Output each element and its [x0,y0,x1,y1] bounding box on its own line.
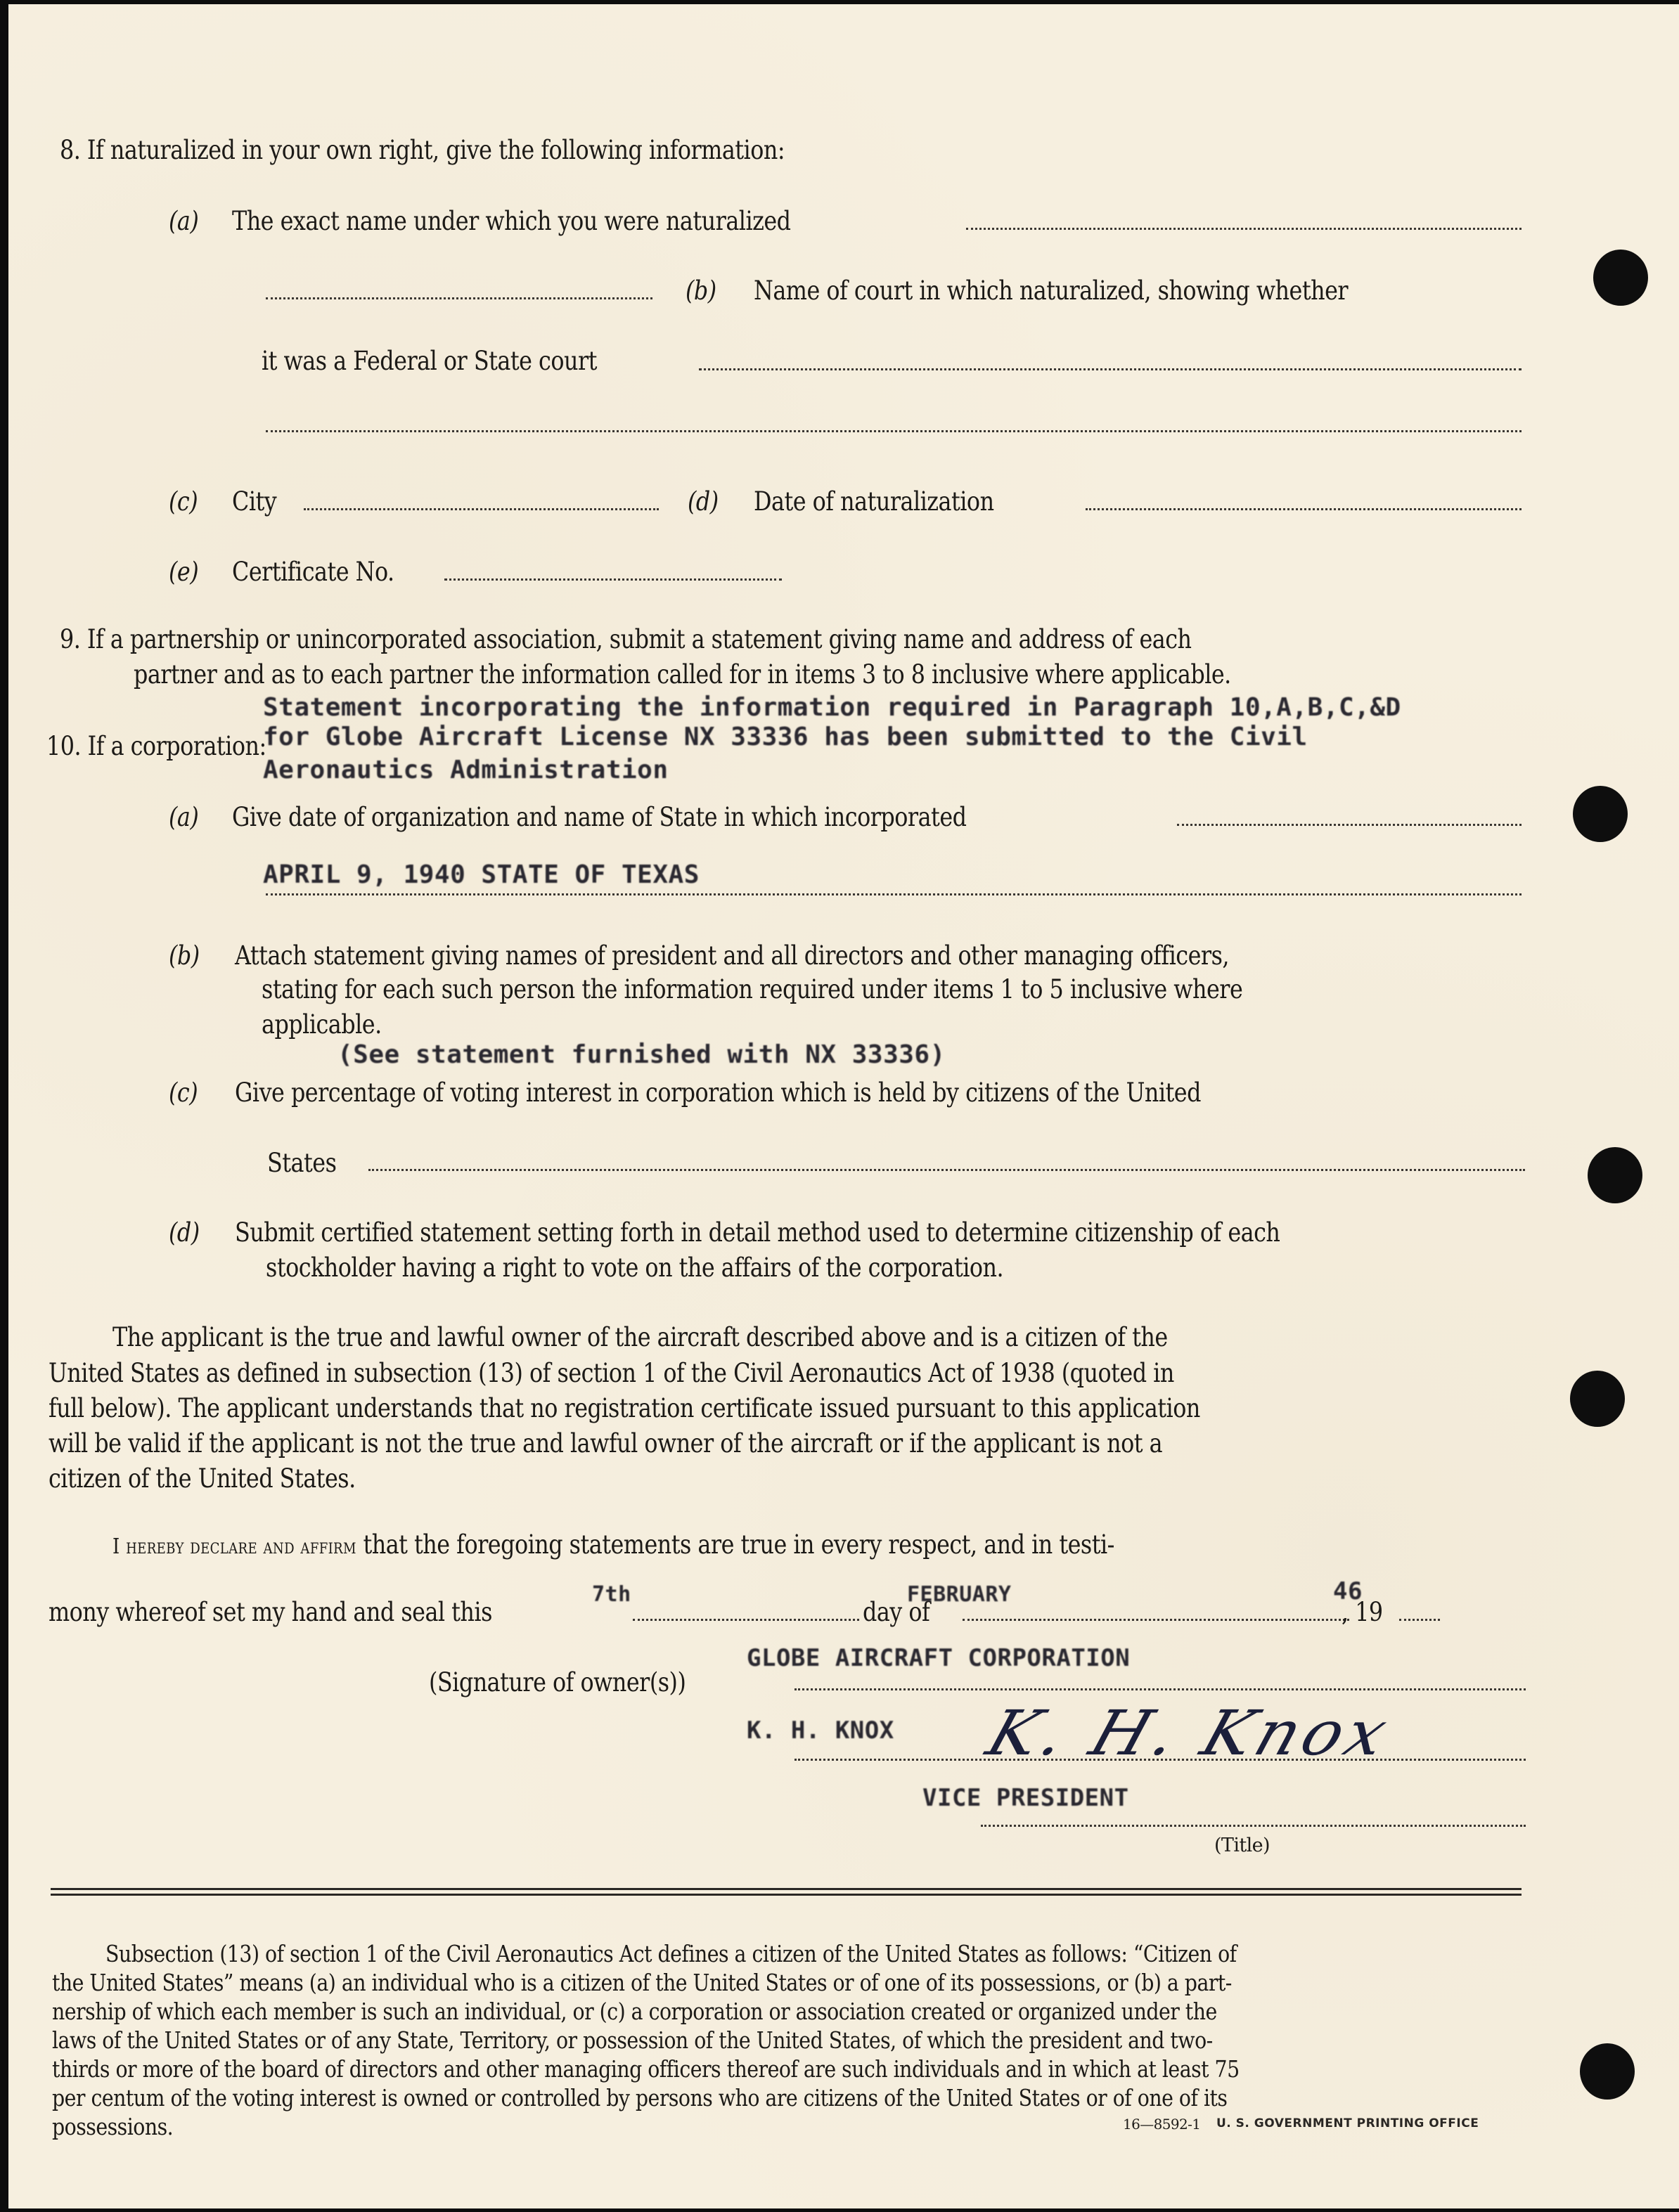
item10-b-line2: stating for each such person the information required under items 1 to 5 inclusive where [262,974,1243,1004]
item10-d-line1: Submit certified statement setting forth in detail method used to determine citizenship of each [235,1217,1280,1248]
item8-d-marker: (d) [688,486,719,517]
signature-owner-label: (Signature of owner(s)) [429,1667,686,1697]
item10-heading: 10. If a corporation: [46,731,266,761]
declaration-line4: will be valid if the applicant is not the true and lawful owner of the aircraft or if the applicant is not a [49,1428,1163,1459]
handwritten-signature: K. H. Knox [978,1697,1401,1769]
item8-certificate-field[interactable] [444,578,782,581]
affirmation-day-field[interactable] [633,1619,859,1621]
item10-b-marker: (b) [169,940,200,971]
declaration-line5: citizen of the United States. [49,1463,356,1494]
affirmation-line2-b: day of [863,1597,930,1627]
punch-hole-5 [1580,2043,1635,2100]
affirmation-year-value: 46 [1333,1577,1363,1605]
item10-a-field[interactable] [1177,824,1522,826]
signature-title-label: (Title) [1214,1835,1270,1856]
item10-typed-statement-line2: for Globe Aircraft License NX 33336 has been submitted to the Civil [263,723,1308,751]
printer-imprint: U. S. GOVERNMENT PRINTING OFFICE [1216,2116,1479,2130]
item10-a-field-cont[interactable] [266,893,1522,895]
signature-line-2[interactable] [795,1759,1526,1761]
punch-hole-1 [1593,250,1648,306]
footnote-line6: per centum of the voting interest is owned or controlled by persons who are citizens of the United States or of one of its [52,2084,1228,2111]
item10-d-line2: stockholder having a right to vote on the affairs of the corporation. [266,1253,1004,1283]
item9-line2: partner and as to each partner the information called for in items 3 to 8 inclusive where applicable. [134,659,1231,690]
item8-a-field[interactable] [966,228,1522,230]
item10-c-line2: States [267,1148,337,1178]
affirmation-line1-rest: that the foregoing statements are true in every respect, and in testi- [363,1529,1114,1560]
declaration-line2: United States as defined in subsection (13) of section 1 of the Civil Aeronautics Act of 1938 (quoted in [49,1358,1174,1388]
section-divider-top [51,1888,1522,1890]
item10-typed-statement-line1: Statement incorporating the information required in Paragraph 10,A,B,C,&D [263,693,1401,722]
item10-c-marker: (c) [169,1078,198,1108]
item8-a-field-cont[interactable] [266,297,652,299]
punch-hole-3 [1588,1147,1642,1203]
declaration-line3: full below). The applicant understands that no registration certificate issued pursuant to this application [49,1393,1200,1423]
punch-hole-2 [1573,786,1628,842]
section-divider-bottom [51,1894,1522,1896]
item8-city-field[interactable] [304,508,659,510]
item8-heading: 8. If naturalized in your own right, give the following information: [60,135,785,165]
item10-b-line3: applicable. [262,1009,382,1040]
item10-d-marker: (d) [169,1217,200,1248]
footnote-line2: the United States” means (a) an individual who is a citizen of the United States or of one of its possessions, or (b) a part- [52,1969,1232,1996]
item10-b-typed-value: (See statement furnished with NX 33336) [337,1040,946,1069]
footnote-line4: laws of the United States or of any State, Territory, or possession of the United States, of which the president and two- [52,2026,1213,2054]
footnote-line5: thirds or more of the board of directors and other managing officers thereof are such individuals and in which at least 75 [52,2055,1240,2083]
item8-d-label: Date of naturalization [754,486,994,517]
item8-b-marker: (b) [686,276,716,306]
item8-e-marker: (e) [169,557,199,587]
footnote-line7: possessions. [52,2113,174,2140]
item8-b-field[interactable] [699,368,1522,370]
item8-b-label: Name of court in which naturalized, showing whether [754,276,1349,306]
item8-e-label: Certificate No. [232,557,394,587]
punch-hole-4 [1570,1371,1625,1427]
affirmation-line2-a: mony whereof set my hand and seal this [49,1597,492,1627]
affirmation-month-value: FEBRUARY [907,1582,1012,1607]
affirmation-month-field[interactable] [963,1619,1349,1621]
item10-c-percentage-field[interactable] [368,1169,1525,1171]
item10-b-line1: Attach statement giving names of president and all directors and other managing officers, [235,940,1230,971]
affirmation-day-value: 7th [592,1582,631,1607]
declaration-line1: The applicant is the true and lawful owner of the aircraft described above and is a citizen of the [112,1322,1168,1352]
affirmation-line1 [112,1529,1114,1560]
item8-c-label: City [232,486,277,517]
item8-a-marker: (a) [169,206,199,236]
item8-c-marker: (c) [169,486,198,517]
form-number: 16—8592-1 [1123,2116,1201,2133]
item10-a-marker: (a) [169,802,199,832]
signature-title-field[interactable] [981,1825,1526,1827]
item10-a-label: Give date of organization and name of State in which incorporated [232,802,967,832]
item8-a-label: The exact name under which you were naturalized [232,206,791,236]
item10-a-typed-value: APRIL 9, 1940 STATE OF TEXAS [263,860,700,889]
item10-c-line1: Give percentage of voting interest in corporation which is held by citizens of the United [235,1078,1201,1108]
form-page [8,4,1679,2208]
signature-title-typed: VICE PRESIDENT [922,1784,1129,1812]
signature-company-typed: GLOBE AIRCRAFT CORPORATION [747,1644,1131,1672]
affirmation-year-field[interactable] [1399,1619,1440,1621]
item8-b-label-cont: it was a Federal or State court [262,346,597,376]
affirmation-lead-caps: I hereby declare and affirm [112,1534,356,1559]
item8-b-field-cont[interactable] [266,430,1522,432]
footnote-line1: Subsection (13) of section 1 of the Civil Aeronautics Act defines a citizen of the United States as follows: “Citizen of [105,1940,1237,1967]
signature-owner-field[interactable] [795,1688,1526,1690]
item10-typed-statement-line3: Aeronautics Administration [263,756,669,784]
affirmation-line2-c: , 19 [1342,1597,1383,1627]
footnote-line3: nership of which each member is such an individual, or (c) a corporation or association created or organized under the [52,1998,1217,2025]
item9-line1: 9. If a partnership or unincorporated association, submit a statement giving name and address of each [60,624,1192,654]
signature-name-typed: K. H. KNOX [747,1716,894,1745]
item8-date-field[interactable] [1086,508,1522,510]
